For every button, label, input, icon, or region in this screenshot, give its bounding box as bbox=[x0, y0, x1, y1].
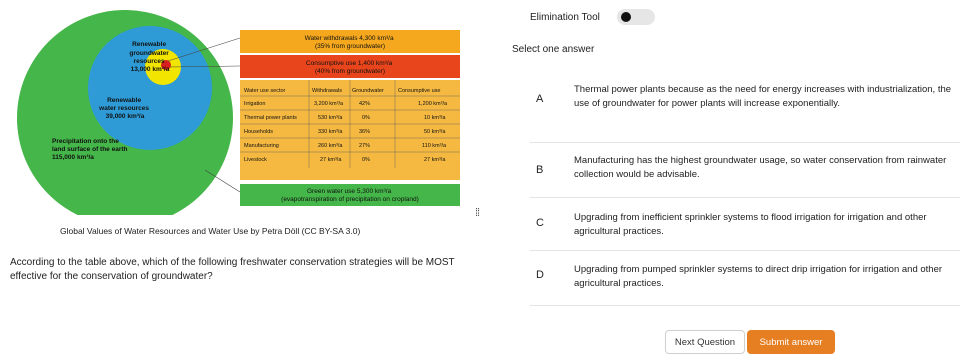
figure-caption: Global Values of Water Resources and Water Use by Petra Döll (CC BY-SA 3.0) bbox=[60, 226, 361, 236]
withdrawals-label: Water withdrawals 4,300 km³/a (35% from groundwater) bbox=[304, 35, 394, 50]
option-divider bbox=[530, 250, 960, 251]
precipitation-label: Precipitation onto the land surface of the earth 115,000 km³/a bbox=[52, 138, 128, 161]
table-cell: 1,200 km³/a bbox=[418, 101, 448, 107]
toggle-knob bbox=[621, 12, 631, 22]
table-cell: 530 km³/a bbox=[318, 115, 343, 121]
answer-option-b[interactable] bbox=[530, 146, 961, 190]
table-cell: 42% bbox=[359, 101, 371, 107]
answer-instruction: Select one answer bbox=[512, 44, 595, 55]
elimination-tool-toggle[interactable] bbox=[617, 9, 655, 25]
table-header: Groundwater bbox=[352, 88, 384, 94]
table-cell: 27 km³/a bbox=[320, 157, 342, 163]
table-header: Consumptive use bbox=[398, 88, 441, 94]
table-cell: 0% bbox=[362, 115, 370, 121]
answer-panel bbox=[490, 0, 961, 352]
submit-answer-button[interactable]: Submit answer bbox=[747, 330, 835, 354]
table-cell: 0% bbox=[362, 157, 370, 163]
option-divider bbox=[530, 305, 960, 306]
option-text: Upgrading from inefficient sprinkler systems to flood irrigation for irrigation and other agricultural practices. bbox=[574, 212, 927, 237]
option-divider bbox=[530, 197, 960, 198]
green-water-label: Green water use 5,300 km³/a (evapotranspiration of precipitation on cropland) bbox=[281, 188, 419, 203]
option-letter: B bbox=[536, 164, 544, 176]
option-letter: D bbox=[536, 269, 544, 281]
elimination-tool-label: Elimination Tool bbox=[530, 12, 600, 23]
option-letter: C bbox=[536, 217, 544, 229]
option-letter: A bbox=[536, 93, 544, 105]
table-cell: Thermal power plants bbox=[244, 115, 297, 121]
panel-resize-handle[interactable]: ⁞⁞ bbox=[475, 207, 480, 219]
renewable-groundwater-label: Renewable groundwater resources 13,000 km³/a bbox=[129, 41, 170, 73]
option-text: Manufacturing has the highest groundwater usage, so water conservation from rainwater collection would be advisable. bbox=[574, 155, 947, 180]
table-cell: 27 km³/a bbox=[424, 157, 446, 163]
option-text: Upgrading from pumped sprinkler systems to direct drip irrigation for irrigation and other agricultural practices. bbox=[574, 264, 943, 289]
table-cell: 50 km³/a bbox=[424, 129, 446, 135]
table-cell: Irrigation bbox=[244, 101, 266, 107]
option-text: Thermal power plants because as the need for energy increases with industrialization, the use of groundwater for power plants will increase exponentially. bbox=[574, 84, 952, 109]
table-cell: 110 km³/a bbox=[422, 143, 447, 149]
answer-option-d[interactable] bbox=[530, 253, 961, 297]
table-cell: Manufacturing bbox=[244, 143, 279, 149]
table-cell: 10 km³/a bbox=[424, 115, 446, 121]
table-cell: Livestock bbox=[244, 157, 267, 163]
table-cell: 36% bbox=[359, 129, 371, 135]
answer-option-a[interactable] bbox=[530, 56, 961, 122]
question-text: According to the table above, which of the following freshwater conservation strategies will be MOST effective for the conservation of groundwater? bbox=[10, 257, 455, 282]
table-cell: 260 km³/a bbox=[318, 143, 343, 149]
renewable-water-label: Renewable water resources 39,000 km³/a bbox=[99, 97, 150, 120]
next-question-button[interactable]: Next Question bbox=[665, 330, 745, 354]
table-cell: 330 km³/a bbox=[318, 129, 343, 135]
consumptive-label: Consumptive use 1,400 km³/a (40% from groundwater) bbox=[305, 60, 393, 75]
table-header: Water use sector bbox=[244, 88, 286, 94]
option-divider bbox=[530, 142, 960, 143]
answer-option-c[interactable] bbox=[530, 200, 961, 244]
water-resources-figure bbox=[0, 0, 470, 215]
table-cell: Households bbox=[244, 129, 274, 135]
table-cell: 3,200 km³/a bbox=[314, 101, 344, 107]
table-header: Withdrawals bbox=[312, 88, 342, 94]
table-cell: 27% bbox=[359, 143, 371, 149]
